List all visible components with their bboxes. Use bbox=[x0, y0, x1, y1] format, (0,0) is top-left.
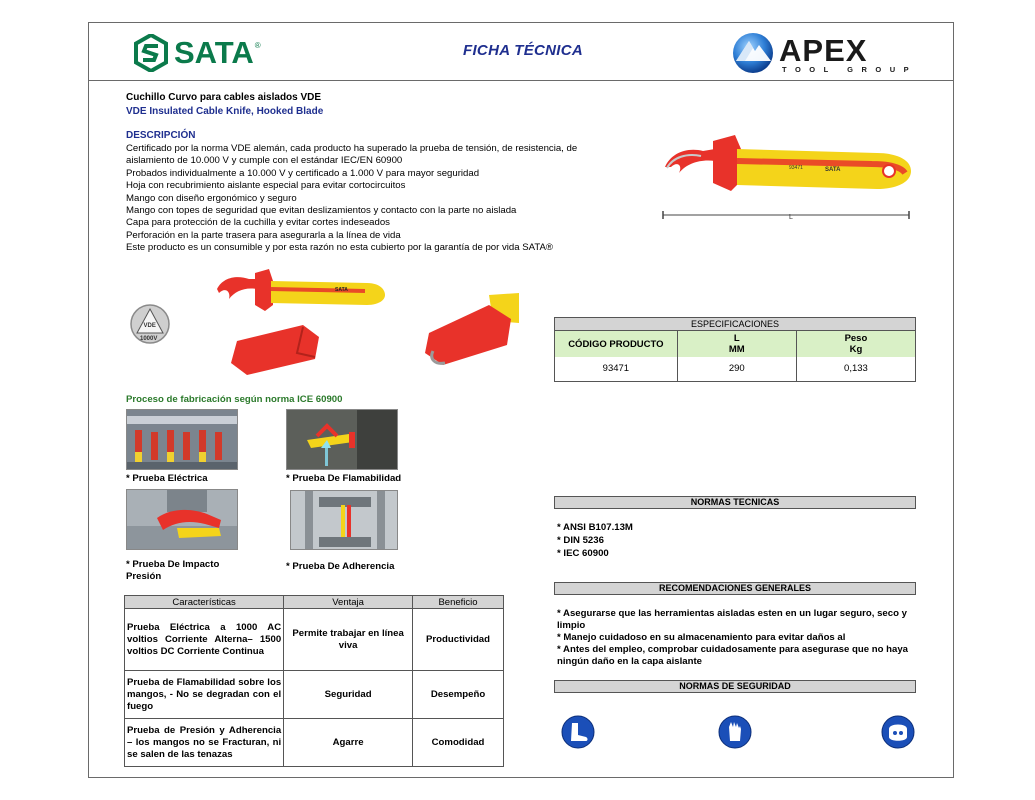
impact-test-caption-line1: * Prueba De Impacto bbox=[126, 559, 220, 570]
list-item: * Antes del empleo, comprobar cuidadosamente para asegurase que no haya ningún daño en la capa aislante bbox=[557, 644, 908, 667]
vde-voltage-text: 1000V bbox=[140, 336, 158, 342]
impact-test-caption-line2: Presión bbox=[126, 571, 162, 582]
features-table bbox=[124, 595, 504, 767]
feature-cell: Prueba Eléctrica a 1000 AC voltios Corriente Alterna– 1500 voltios DC Corriente Continua bbox=[125, 609, 284, 671]
table-row bbox=[555, 357, 916, 381]
benefit-cell: Desempeño bbox=[413, 671, 504, 719]
advantage-cell: Seguridad bbox=[284, 671, 413, 719]
flame-test-caption: * Prueba De Flamabilidad bbox=[286, 473, 402, 484]
feature-cell: Prueba de Presión y Adherencia – los mangos no se Fracturan, ni se salen de las tenazas bbox=[125, 719, 284, 767]
spec-header-code: CÓDIGO PRODUCTO bbox=[555, 331, 678, 357]
description-item: Este producto es un consumible y por esta razón no esta cubierto por la garantía de por vida SATA® bbox=[126, 242, 553, 254]
safety-boot-icon bbox=[561, 715, 595, 749]
impact-test-caption bbox=[126, 559, 219, 583]
description-item: Mango con topes de seguridad que evitan deslizamientos y contacto con la parte no aislada bbox=[126, 205, 517, 217]
list-item: * IEC 60900 bbox=[557, 548, 609, 559]
sata-logo-text: SATA bbox=[174, 35, 254, 70]
features-header-benefit: Beneficio bbox=[413, 596, 504, 609]
advantage-cell: Permite trabajar en línea viva bbox=[284, 609, 413, 671]
header-divider bbox=[89, 80, 953, 81]
benefit-cell: Productividad bbox=[413, 609, 504, 671]
specifications-table bbox=[554, 331, 916, 382]
table-row bbox=[125, 609, 504, 671]
description-item: Capa para protección de la cuchilla y evitar cortes indeseados bbox=[126, 217, 390, 229]
registered-mark: ® bbox=[254, 41, 261, 50]
sata-logo bbox=[134, 31, 284, 75]
feature-cell: Prueba de Flamabilidad sobre los mangos, - No se degradan con el fuego bbox=[125, 671, 284, 719]
spec-header-length bbox=[677, 331, 796, 357]
table-row bbox=[125, 719, 504, 767]
spec-header-length-unit: MM bbox=[728, 344, 745, 355]
page-title: FICHA TÉCNICA bbox=[463, 42, 584, 59]
apex-globe-icon bbox=[731, 31, 775, 75]
spec-header-weight-label: Peso bbox=[844, 333, 868, 344]
apex-logo-text: APEX bbox=[779, 33, 868, 68]
list-item: * Asegurarse que las herramientas aisladas esten en un lugar seguro, seco y limpio bbox=[557, 608, 907, 631]
features-header-characteristics: Características bbox=[125, 596, 284, 609]
list-item: * ANSI B107.13M bbox=[557, 522, 633, 533]
adherence-test-caption: * Prueba De Adherencia bbox=[286, 561, 395, 572]
technical-norms-list bbox=[557, 521, 633, 560]
gloves-icon bbox=[718, 715, 752, 749]
spec-header-weight-unit: Kg bbox=[849, 344, 863, 355]
sheath-closeup-image bbox=[419, 293, 519, 373]
recommendations-title: RECOMENDACIONES GENERALES bbox=[554, 582, 916, 595]
spec-length-cell: 290 bbox=[677, 357, 796, 381]
technical-norms-title: NORMAS TECNICAS bbox=[554, 496, 916, 509]
features-header-advantage: Ventaja bbox=[284, 596, 413, 609]
spec-code-cell: 93471 bbox=[555, 357, 678, 381]
vde-mark-text: VDE bbox=[143, 323, 156, 329]
list-item: * Manejo cuidadoso en su almacenamiento para evitar daños al bbox=[557, 632, 846, 643]
description-item: Mango con diseño ergonómico y seguro bbox=[126, 192, 297, 204]
apex-logo-subtext: TOOL GROUP bbox=[782, 65, 918, 74]
description-item: Perforación en la parte trasera para asegurarla a la línea de vida bbox=[126, 229, 401, 241]
table-row bbox=[125, 671, 504, 719]
description-item: Hoja con recubrimiento aislante especial para evitar cortocircuitos bbox=[126, 180, 406, 192]
recommendations-list bbox=[557, 608, 912, 668]
electric-test-photo bbox=[126, 409, 238, 470]
description-title: DESCRIPCIÓN bbox=[126, 130, 196, 141]
list-item: * DIN 5236 bbox=[557, 535, 604, 546]
product-name-es: Cuchillo Curvo para cables aislados VDE bbox=[126, 92, 322, 103]
vde-certification-badge bbox=[130, 303, 170, 345]
specifications-title: ESPECIFICACIONES bbox=[554, 317, 916, 331]
apex-logo bbox=[731, 29, 921, 77]
process-title: Proceso de fabricación según norma ICE 60900 bbox=[126, 394, 343, 405]
benefit-cell: Comodidad bbox=[413, 719, 504, 767]
knife-code-label: 93471 bbox=[789, 165, 803, 171]
electric-test-caption: * Prueba Eléctrica bbox=[126, 473, 208, 484]
spec-weight-cell: 0,133 bbox=[796, 357, 915, 381]
description-list bbox=[126, 143, 616, 255]
product-name-en: VDE Insulated Cable Knife, Hooked Blade bbox=[126, 106, 324, 117]
spec-header-weight bbox=[796, 331, 915, 357]
description-item: Probados individualmente a 10.000 V y certificado a 1.000 V para mayor seguridad bbox=[126, 167, 480, 179]
face-shield-icon bbox=[881, 715, 915, 749]
knife-with-sheath-image bbox=[207, 267, 387, 377]
adherence-test-photo bbox=[290, 490, 398, 550]
spec-sheet bbox=[88, 22, 954, 778]
flame-test-photo bbox=[286, 409, 398, 470]
advantage-cell: Agarre bbox=[284, 719, 413, 767]
dimension-label: L bbox=[789, 214, 793, 221]
safety-norms-title: NORMAS DE SEGURIDAD bbox=[554, 680, 916, 693]
sata-emblem-icon bbox=[134, 34, 168, 72]
impact-test-photo bbox=[126, 489, 238, 550]
description-item: Certificado por la norma VDE alemán, cada producto ha superado la prueba de tensión, de resistencia, de aislamiento de 10.000 V y cumple con el estándar IEC/EN 60900 bbox=[126, 143, 578, 167]
spec-header-length-label: L bbox=[733, 333, 740, 344]
svg-text:SATA: SATA bbox=[335, 287, 348, 293]
knife-brand-label: SATA bbox=[825, 167, 841, 173]
knife-product-image bbox=[657, 131, 922, 231]
